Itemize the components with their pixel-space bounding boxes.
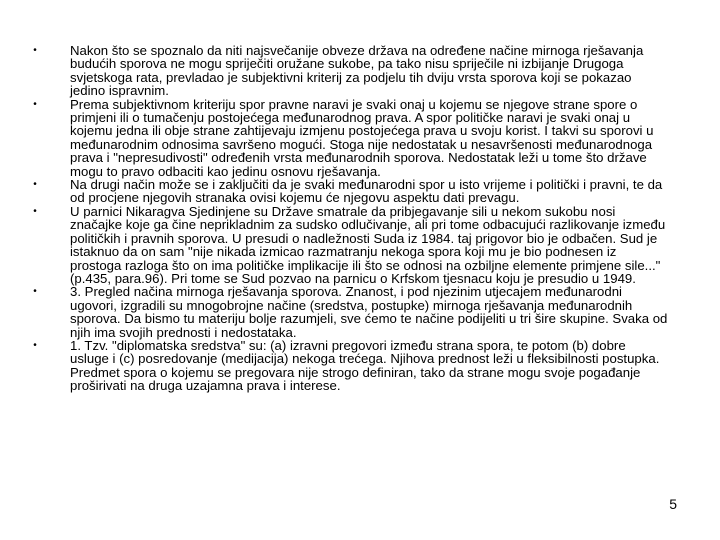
bullet-marker: •: [33, 205, 37, 217]
bullet-marker: •: [33, 45, 37, 56]
bullet-item: [28, 205, 668, 285]
bullet-item: [28, 178, 668, 205]
bullet-marker: •: [33, 98, 37, 110]
bullet-text: Prema subjektivnom kriteriju spor pravne naravi je svaki onaj u kojemu se njegove strane spore o primjeni ili o tumačenju postojećega međunarodnog prava. A spor političke naravi je svaki onaj u kojemu jedna ili obje strane zahtijevaju izmjenu postojećega prava u svoju korist. I takvi su sporovi u međunarodnim odnosima savršeno mogući. Stoga nije nedostatak u nesavršenosti međunarodnoga prava i "nepresudivosti" određenih vrsta međunarodnih sporova. Nedostatak leži u tome što države mogu to pravo odbaciti kao jedinu osnovu rješavanja.: [70, 96, 654, 179]
bullet-item: [28, 98, 668, 178]
bullet-marker: •: [33, 339, 37, 351]
bullet-text: 3. Pregled načina mirnoga rješavanja sporova. Znanost, i pod njezinim utjecajem međunarodni ugovori, izgradili su mnogobrojne načine (sredstva, postupke) mirnoga rješavanja međunarodnih sporova. Da bismo tu materiju bolje razumjeli, sve ćemo te načine podijeliti u tri šire skupine. Svaka od njih ima svojih prednosti i nedostataka.: [70, 284, 668, 340]
page-number: 5: [669, 496, 677, 512]
bullet-text: U parnici Nikaragva Sjedinjene su Države smatrale da pribjegavanje sili u nekom sukobu nosi značajke koje ga čine neprikladnim za sudsko odlučivanje, ali pri tome odbacujući razlikovanje između političkih i pravnih sporova. U presudi o nadležnosti Suda iz 1984. taj prigovor bio je odbačen. Sud je istaknuo da on sam "nije nikada izmicao razmatranju nekoga spora koji mu je bio podnesen iz prostoga razloga što on ima političke implikacije ili što se odnosi na ozbiljne elemente primjene sile..." (p.435, para.96). Pri tome se Sud pozvao na parnicu o Krfskom tjesnacu koju je presudio u 1949.: [70, 203, 666, 286]
bullet-text: Na drugi način može se i zaključiti da je svaki međunarodni spor u isto vrijeme i politički i pravni, te da od procjene njegovih stranaka ovisi kojemu će njegovu aspektu dati prevagu.: [70, 177, 663, 206]
bullet-item: [28, 285, 668, 339]
bullet-item: [28, 44, 668, 98]
bullet-text: Nakon što se spoznalo da niti najsvečanije obveze država na određene načine mirnoga rješavanja budućih sporova ne mogu spriječiti oružane sukobe, pa tako nisu spriječile ni izbijanje Drugoga svjetskoga rata, prevladao je subjektivni kriterij za podjelu tih dviju vrsta sporova koji se pokazao jedino ispravnim.: [70, 43, 644, 99]
bullet-marker: •: [33, 286, 37, 298]
slide-bullet-list: [28, 44, 668, 393]
bullet-marker: •: [33, 179, 37, 191]
bullet-item: [28, 339, 668, 393]
bullet-text: 1. Tzv. "diplomatska sredstva" su: (a) izravni pregovori između strana spora, te potom (b) dobre usluge i (c) posredovanje (medijacija) nekoga trećega. Njihova prednost leži u fleksibilnosti postupka. Predmet spora o kojemu se pregovara nije strogo definiran, tako da strane mogu svoje pogađanje proširivati na druga uzajamna prava i interese.: [70, 337, 660, 394]
